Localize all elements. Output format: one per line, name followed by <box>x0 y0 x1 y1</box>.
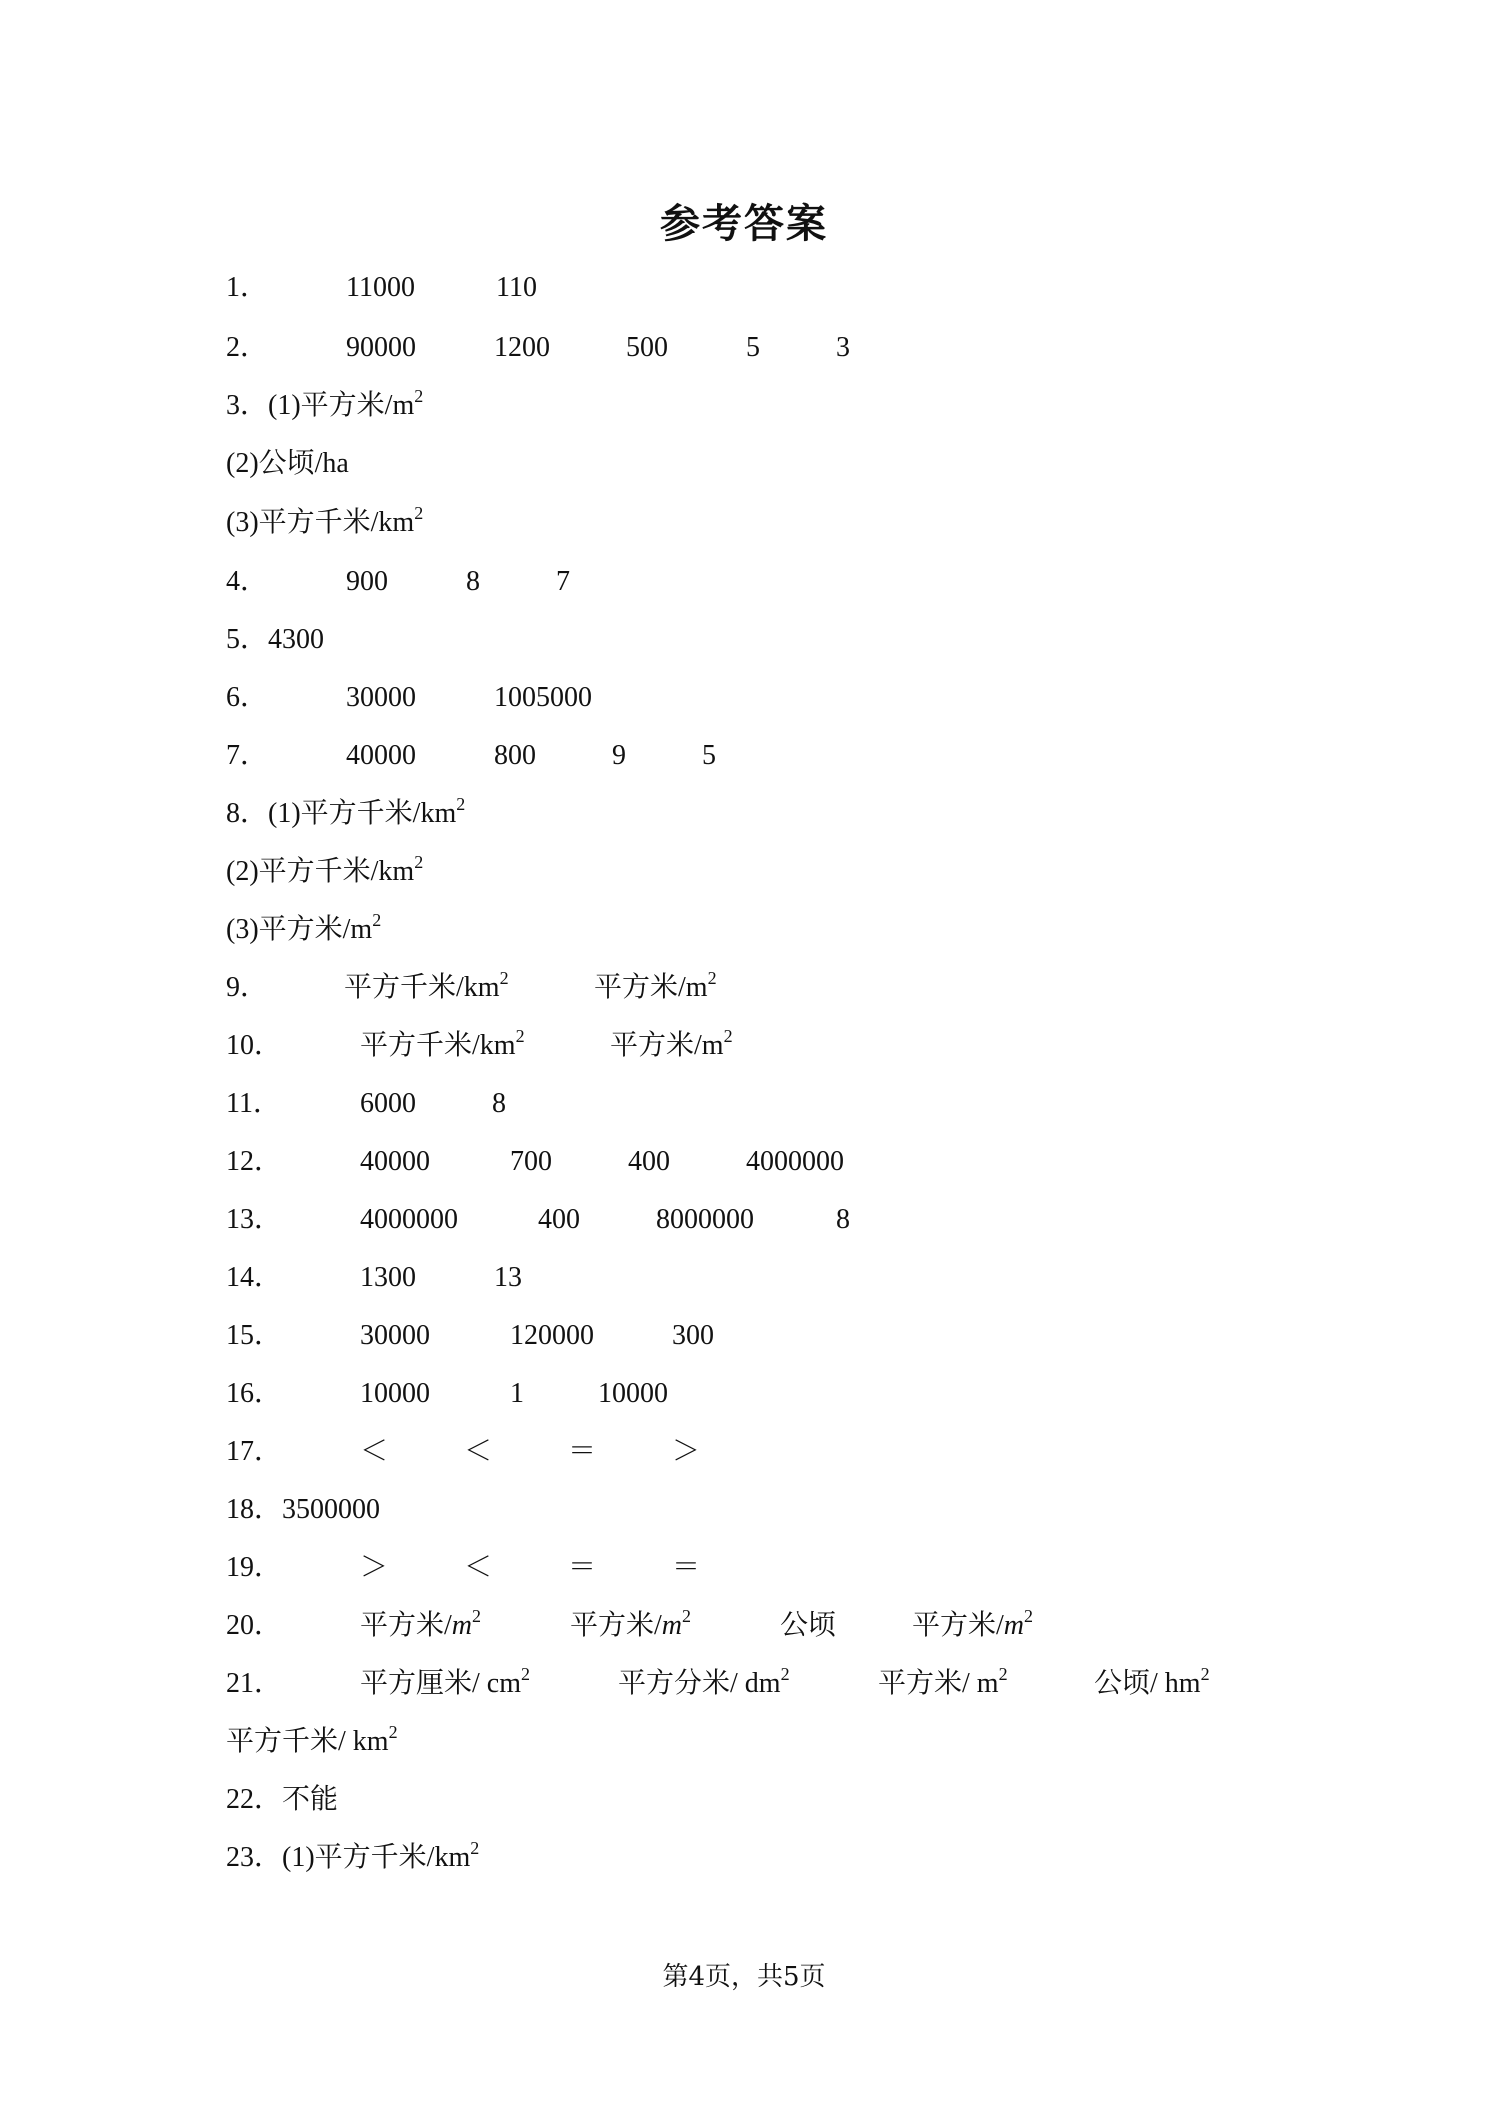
answer-8-part-1: 8．(1)平方千米$/km^2$ <box>226 793 466 829</box>
answer-13: 13． 4000000 400 8000000 8 <box>226 1204 850 1235</box>
answer-15: 15． 30000 120000 300 <box>226 1320 714 1351</box>
answer-23: 23．(1)平方千米$/km^2$ <box>226 1837 480 1873</box>
answer-19: 19． ＞ ＜ ＝ ＝ <box>226 1552 701 1583</box>
answer-18: 18．3500000 <box>226 1494 381 1525</box>
answer-2: 2． 90000 1200 500 5 3 <box>226 332 850 363</box>
answer-14: 14． 1300 13 <box>226 1262 522 1293</box>
answer-17: 17． ＜ ＜ ＝ ＞ <box>226 1436 701 1467</box>
answer-22: 22．不能 <box>226 1784 339 1815</box>
answer-21: 21． 平方厘米/ $cm^2$ 平方分米/ $dm^2$ 平方米/ $m^2$ 公顷/ $hm^2$ <box>226 1663 1210 1699</box>
answer-7: 7． 40000 800 9 5 <box>226 740 716 771</box>
answer-4: 4． 900 8 7 <box>226 566 570 597</box>
answer-21-continued: 平方千米/ $km^2$ <box>226 1721 398 1757</box>
answer-6: 6． 30000 1005000 <box>226 682 592 713</box>
answer-12: 12． 40000 700 400 4000000 <box>226 1146 844 1177</box>
answer-20: 20． 平方米$/m^2$ 平方米$/m^2$ 公顷 平方米$/m^2$ <box>226 1605 1034 1641</box>
answer-8-part-3: (3)平方米$/m^2$ <box>226 909 382 945</box>
answer-9: 9． 平方千米$/km^2$ 平方米$/m^2$ <box>226 967 717 1003</box>
answer-3-part-1: 3．(1)平方米$/m^2$ <box>226 385 424 421</box>
answer-8-part-2: (2)平方千米$/km^2$ <box>226 851 424 887</box>
answer-16: 16． 10000 1 10000 <box>226 1378 668 1409</box>
answer-3-part-2: (2)公顷/ha <box>226 448 349 479</box>
page-title: 参考答案 <box>660 201 828 247</box>
answer-11: 11． 6000 8 <box>226 1088 506 1119</box>
page-footer: 第4页，共5页 <box>662 1962 826 1992</box>
answer-10: 10． 平方千米$/km^2$ 平方米$/m^2$ <box>226 1025 733 1061</box>
answer-3-part-3: (3)平方千米$/km^2$ <box>226 502 424 538</box>
answer-5: 5．4300 <box>226 624 325 655</box>
answer-1: 1． 11000 110 <box>226 272 537 303</box>
